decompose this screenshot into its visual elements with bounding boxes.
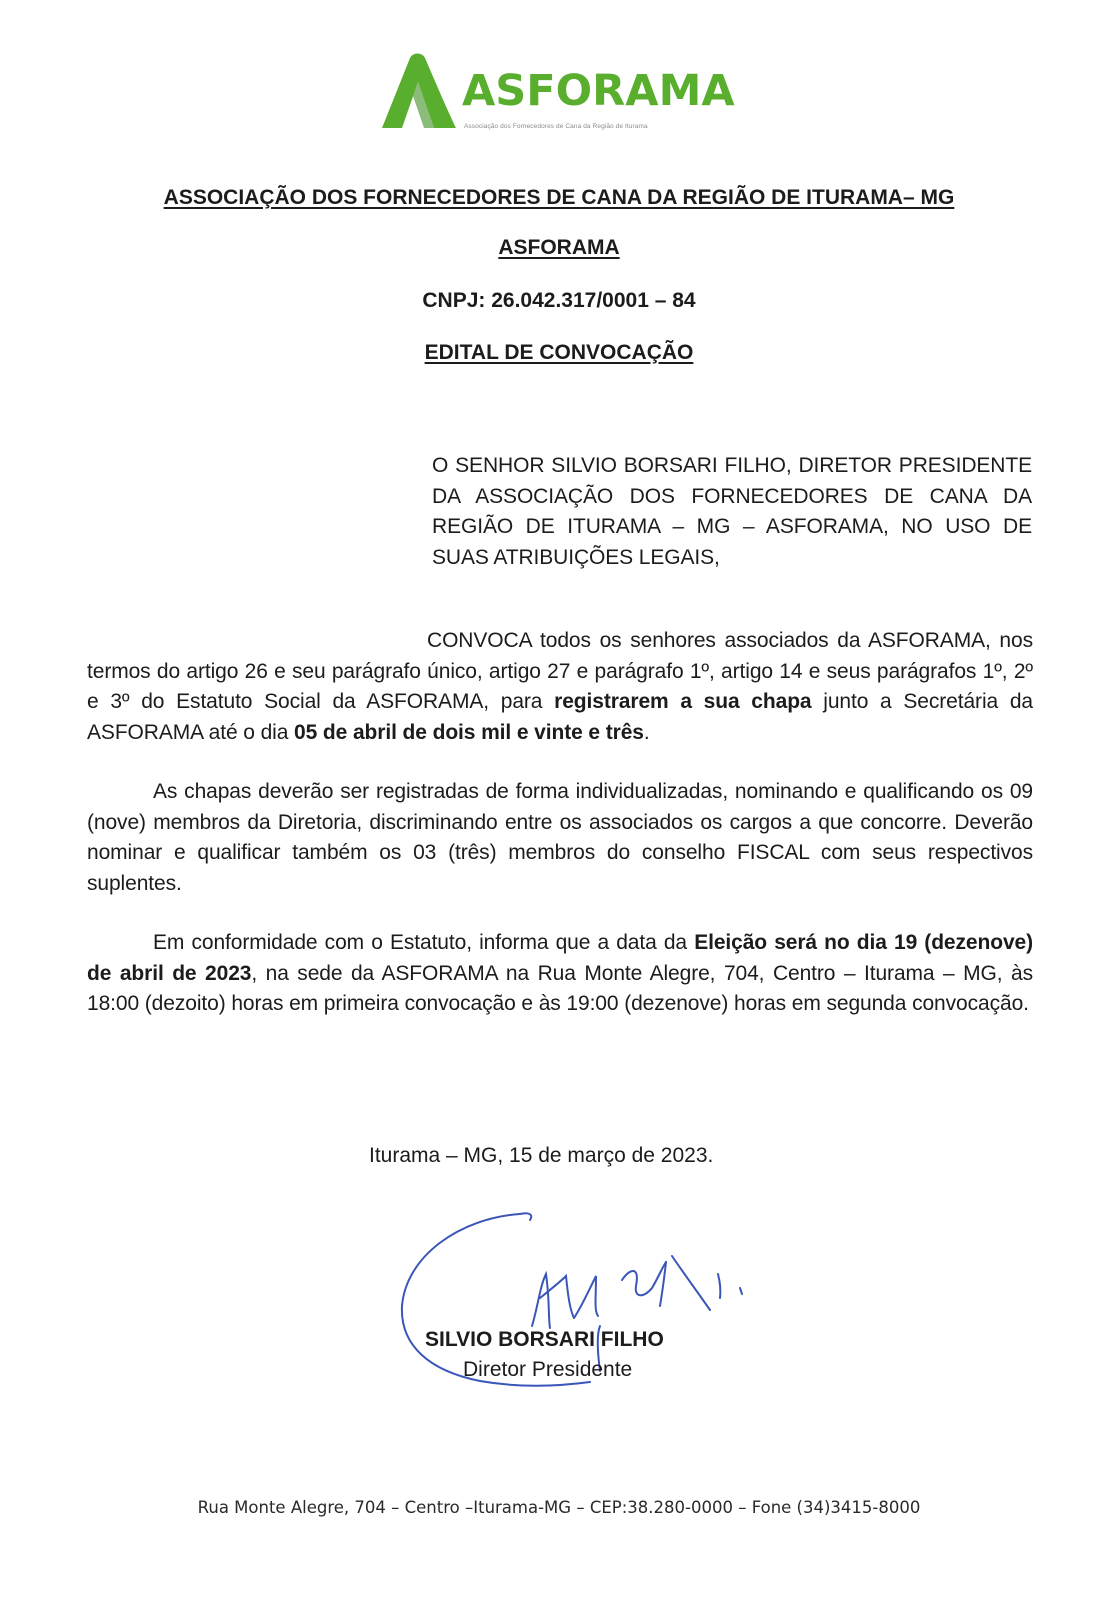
convocation-text-1: CONVOCA todos os senhores associados da ASFORAMA, nos termos do artigo 26 e seu parágrafo único, artigo 27 e parágrafo 1º, artigo 14 e seus parágrafos 1º, 2º e 3º do Estatuto Social da ASFORAMA, para xyxy=(87,629,1033,713)
convocation-paragraph xyxy=(87,626,1033,748)
election-text-1: Em conformidade com o Estatuto, informa que a data da xyxy=(153,931,695,954)
association-heading: ASSOCIAÇÃO DOS FORNECEDORES DE CANA DA REGIÃO DE ITURAMA– MG xyxy=(163,186,955,209)
convocation-bold-1: registrarem a sua chapa xyxy=(554,690,812,713)
convocation-text-2: junto a Secretária da ASFORAMA até o dia xyxy=(87,690,1033,744)
footer-address: Rua Monte Alegre, 704 – Centro –Iturama-MG – CEP:38.280-0000 – Fone (34)3415-8000 xyxy=(197,1498,921,1517)
convocation-deadline: 05 de abril de dois mil e vinte e três xyxy=(294,720,644,744)
document-title: EDITAL DE CONVOCAÇÃO xyxy=(424,341,694,364)
logo-wordmark: ASFORAMA xyxy=(462,66,735,116)
slates-paragraph: As chapas deverão ser registradas de forma individualizadas, nominando e qualificando os 09 (nove) membros da Diretoria, discriminando entre os associados os cargos a que concorre. Deverão nominar e qualificar também os 03 (três) membros do conselho FISCAL com seus respectivos suplentes. xyxy=(87,780,1033,895)
cane-leaf-icon xyxy=(380,52,462,134)
cnpj-line: CNPJ: 26.042.317/0001 – 84 xyxy=(422,289,696,312)
place-date: Iturama – MG, 15 de março de 2023. xyxy=(369,1144,714,1167)
logo-tagline: Associação dos Fornecedores de Cana da Região de Iturama xyxy=(464,123,648,130)
election-date: Eleição será no dia 19 (dezenove) de abril de 2023 xyxy=(87,931,1033,985)
convocation-text-3: . xyxy=(643,720,650,744)
intro-paragraph: O SENHOR SILVIO BORSARI FILHO, DIRETOR PRESIDENTE DA ASSOCIAÇÃO DOS FORNECEDORES DE CANA DA REGIÃO DE ITURAMA – MG – ASFORAMA, NO USO DE SUAS ATRIBUIÇÕES LEGAIS, xyxy=(432,454,1032,569)
election-text-2: , na sede da ASFORAMA na Rua Monte Alegre, 704, Centro – Iturama – MG, às 18:00 (dezoito) horas em primeira convocação e às 19:00 (dezenove) horas em segunda convocação. xyxy=(87,961,1033,1015)
asforama-logo xyxy=(380,52,740,134)
acronym-heading: ASFORAMA xyxy=(498,236,620,259)
election-paragraph xyxy=(87,928,1033,1020)
signer-role: Diretor Presidente xyxy=(463,1358,633,1381)
signer-name: SILVIO BORSARI FILHO xyxy=(425,1328,664,1351)
